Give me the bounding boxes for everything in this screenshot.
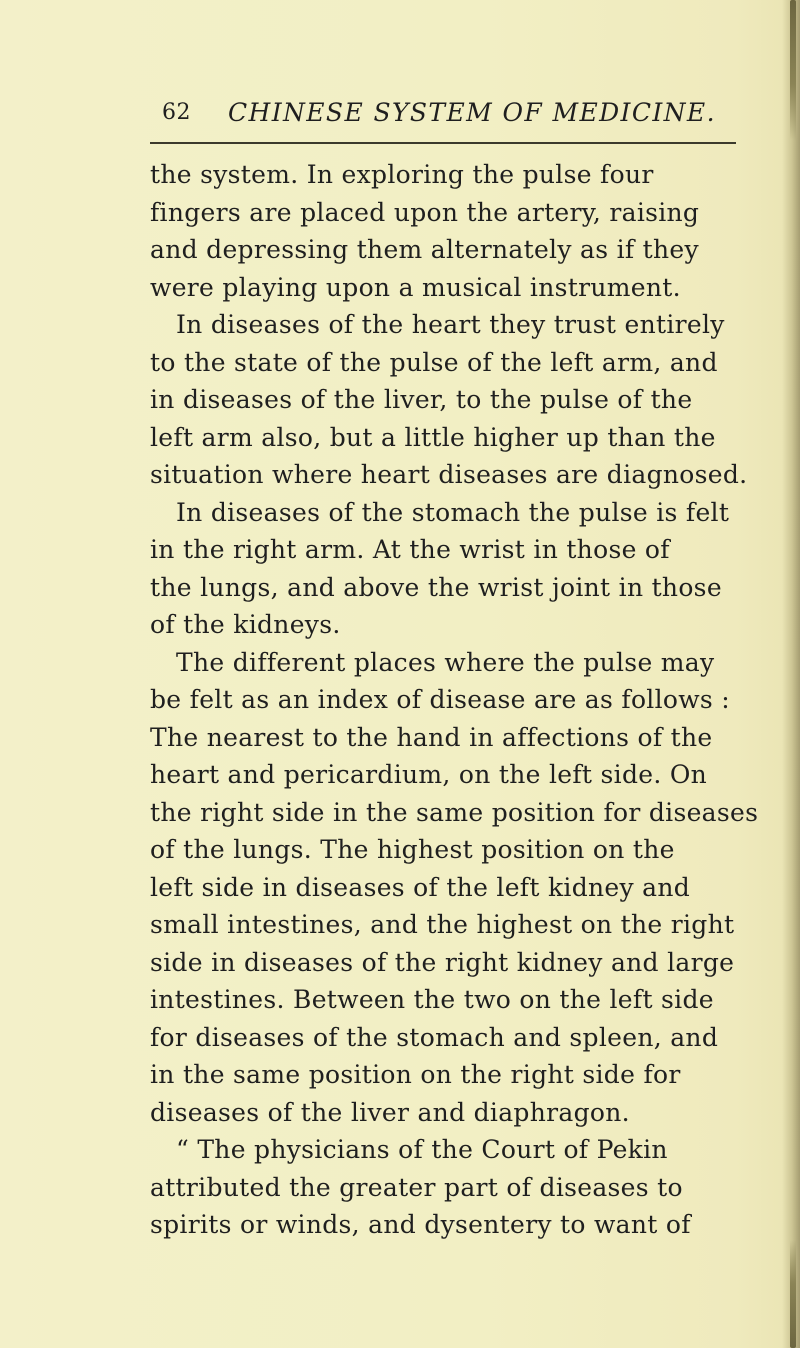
page-number: 62: [162, 100, 191, 125]
page-header: [152, 96, 736, 140]
body-text: [150, 156, 759, 1244]
text-line: “ The physicians of the Court of Pekin: [176, 1135, 668, 1164]
text-line: and depressing them alternately as if they: [150, 235, 699, 264]
text-line: In diseases of the stomach the pulse is felt: [176, 497, 730, 527]
text-line: diseases of the liver and diaphragon.: [150, 1097, 630, 1127]
text-line: situation where heart diseases are diagnosed.: [150, 460, 748, 489]
header-rule: [150, 142, 736, 144]
text-line: of the lungs. The highest position on the: [150, 835, 675, 864]
text-line: of the kidneys.: [150, 610, 341, 639]
page-edge-mark-top: [790, 0, 796, 140]
text-line: intestines. Between the two on the left side: [150, 985, 714, 1014]
text-line: small intestines, and the highest on the right: [150, 910, 735, 939]
text-line: spirits or winds, and dysentery to want of: [150, 1210, 691, 1239]
running-head: CHINESE SYSTEM OF MEDICINE.: [228, 98, 716, 127]
text-line: the lungs, and above the wrist joint in those: [150, 572, 722, 602]
text-line: for diseases of the stomach and spleen, and: [150, 1022, 719, 1052]
text-line: in the same position on the right side for: [150, 1060, 681, 1089]
text-line: The nearest to the hand in affections of the: [150, 722, 713, 752]
text-line: fingers are placed upon the artery, raising: [150, 197, 700, 227]
text-line: the system. In exploring the pulse four: [150, 160, 654, 189]
text-line: be felt as an index of disease are as follows :: [150, 685, 731, 714]
text-line: The different places where the pulse may: [176, 647, 715, 677]
text-line: in diseases of the liver, to the pulse of the: [150, 385, 693, 414]
text-line: the right side in the same position for diseases: [150, 797, 759, 827]
text-line: heart and pericardium, on the left side. On: [150, 760, 708, 789]
text-line: were playing upon a musical instrument.: [150, 272, 681, 302]
text-line: to the state of the pulse of the left arm, and: [150, 347, 718, 377]
text-line: in the right arm. At the wrist in those of: [150, 535, 670, 564]
text-line: left side in diseases of the left kidney and: [150, 872, 691, 902]
text-line: left arm also, but a little higher up than the: [150, 422, 716, 452]
page-edge-mark-bottom: [790, 1240, 796, 1348]
text-line: In diseases of the heart they trust entirely: [176, 310, 725, 339]
text-line: attributed the greater part of diseases to: [150, 1172, 683, 1202]
page-edge-shadow: [782, 0, 800, 1348]
text-line: side in diseases of the right kidney and large: [150, 947, 735, 977]
